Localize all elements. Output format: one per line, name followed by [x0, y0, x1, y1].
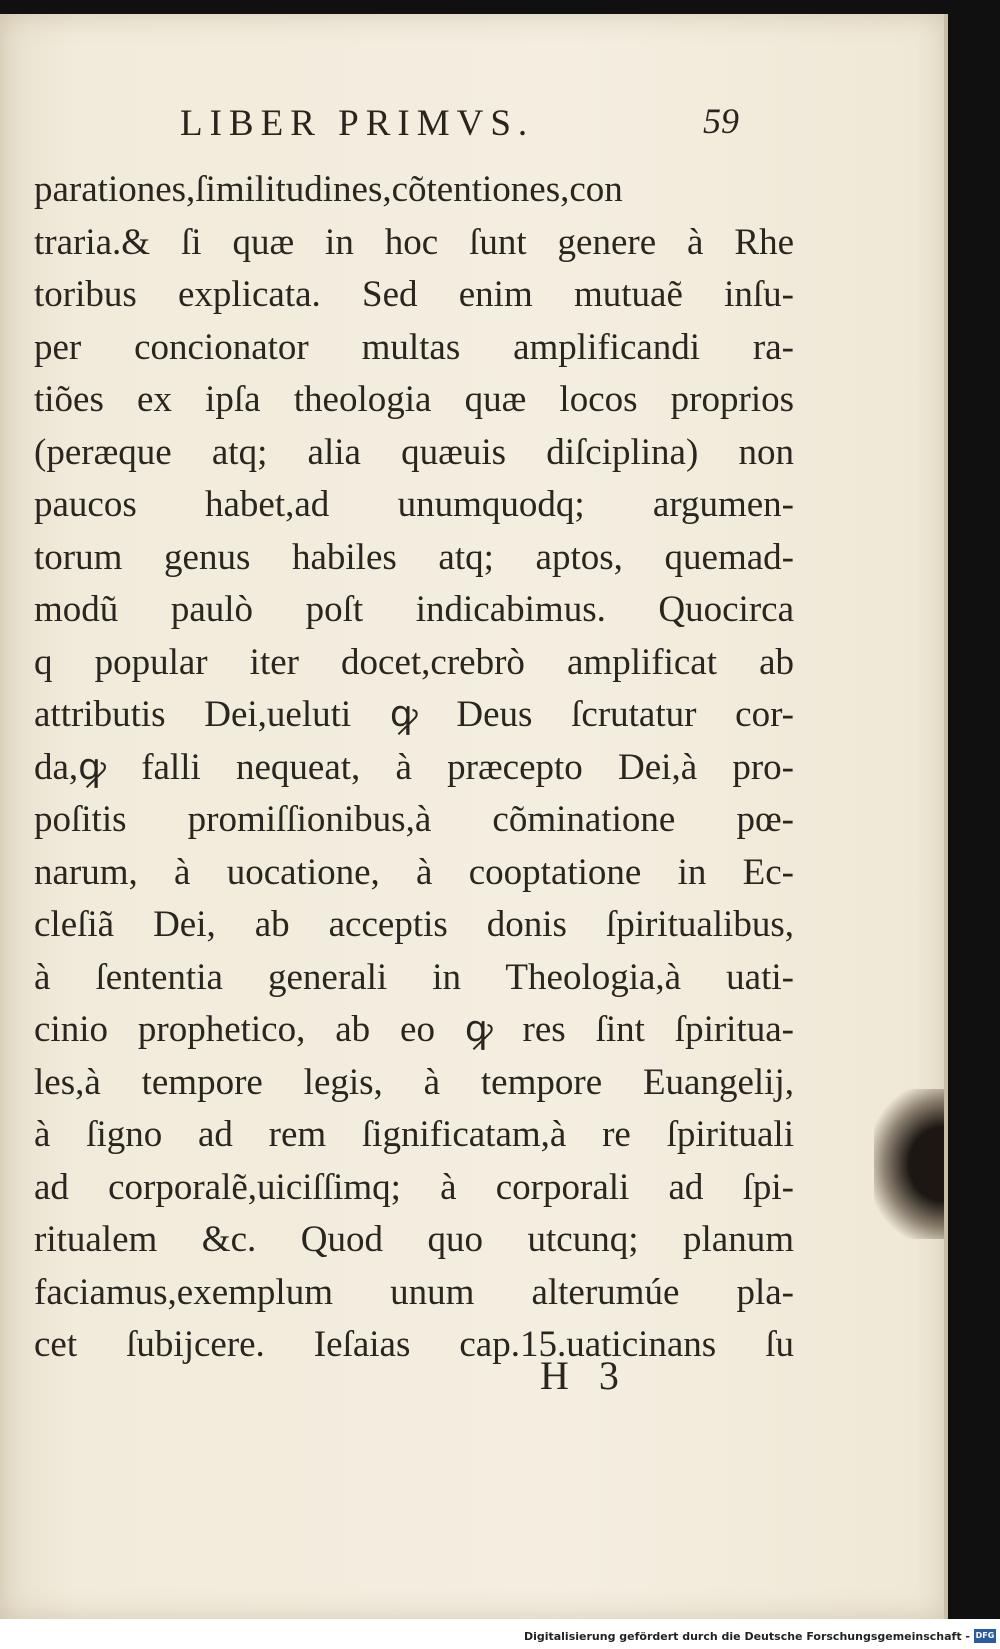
- text-line: ritualem &c. Quod quo utcunq; planum: [34, 1219, 794, 1260]
- text-line: à ſigno ad rem ſignificatam,à re ſpirituali: [34, 1114, 794, 1155]
- text-line: per concionator multas amplificandi ra-: [34, 326, 794, 368]
- text-line: attributis Dei,ueluti ꝙ Deus ſcrutatur cor-: [34, 694, 794, 735]
- body-text: [34, 164, 794, 1372]
- text-line: modũ paulò poſt indicabimus. Quocirca: [34, 589, 794, 630]
- text-line: à ſententia generali in Theologia,à uati-: [34, 956, 794, 998]
- text-line: cinio prophetico, ab eo ꝙ res ſint ſpiritua-: [34, 1009, 794, 1050]
- text-line: cleſiã Dei, ab acceptis donis ſpiritualibus,: [34, 904, 794, 945]
- text-line: (peræque atq; alia quæuis diſciplina) non: [34, 431, 794, 473]
- text-line: q popular iter docet,crebrò amplificat ab: [34, 641, 794, 683]
- text-line: ad corporalẽ,uiciſſimq; à corporali ad ſpi-: [34, 1166, 794, 1208]
- text-line: parationes,ſimilitudines,cõtentiones,con: [34, 169, 623, 210]
- text-line: narum, à uocatione, à cooptatione in Ec-: [34, 851, 794, 893]
- text-line: torum genus habiles atq; aptos, quemad-: [34, 536, 794, 578]
- text-line: cet ſubijcere. Ieſaias cap.15.uaticinans ſu: [34, 1324, 794, 1365]
- dfg-logo: DFG: [974, 1629, 996, 1643]
- text-line: les,à tempore legis, à tempore Euangelij,: [34, 1061, 794, 1103]
- text-line: faciamus,exemplum unum alterumúe pla-: [34, 1271, 794, 1313]
- funding-credit: Digitalisierung gefördert durch die Deutsche Forschungsgemeinschaft -: [523, 1630, 970, 1643]
- text-line: da,ꝙ falli nequeat, à præcepto Dei,à pro-: [34, 746, 794, 788]
- text-line: tiões ex ipſa theologia quæ locos proprios: [34, 379, 794, 420]
- signature-mark: H 3: [540, 1353, 619, 1398]
- footer-bar: [0, 1619, 1000, 1649]
- book-page: [0, 14, 948, 1619]
- text-line: toribus explicata. Sed enim mutuaẽ inſu-: [34, 274, 794, 315]
- running-head: LIBER PRIMVS.: [180, 103, 535, 144]
- page-number: 59: [703, 101, 739, 141]
- text-line: paucos habet,ad unumquodq; argumen-: [34, 484, 794, 525]
- text-line: traria.& ſi quæ in hoc ſunt genere à Rhe: [34, 221, 794, 263]
- page-edge-stain: [874, 1089, 944, 1239]
- text-line: poſitis promiſſionibus,à cõminatione pœ-: [34, 799, 794, 840]
